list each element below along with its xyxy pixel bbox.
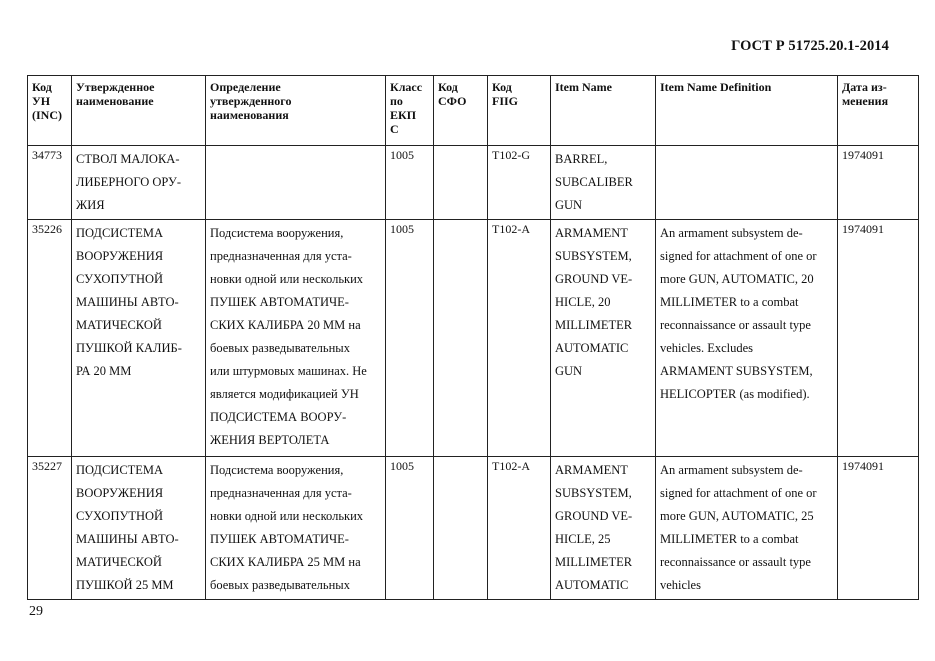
cell-class: 1005 xyxy=(386,146,434,220)
cell-date: 1974091 xyxy=(838,457,919,600)
cell-fiig: T102-A xyxy=(488,220,551,457)
cell-date: 1974091 xyxy=(838,220,919,457)
cell-item-name: ARMAMENT SUBSYSTEM, GROUND VE- HICLE, 20 MILLIMETER AUTOMATIC GUN xyxy=(551,220,656,457)
header-inc: Код УН (INC) xyxy=(28,76,72,146)
header-fiig: Код FIIG xyxy=(488,76,551,146)
cell-inc: 34773 xyxy=(28,146,72,220)
nomenclature-table xyxy=(27,75,919,600)
cell-item-definition xyxy=(656,146,838,220)
cell-sfo xyxy=(434,146,488,220)
header-item-definition: Item Name Definition xyxy=(656,76,838,146)
cell-fiig: T102-A xyxy=(488,457,551,600)
table-header-row xyxy=(28,76,919,146)
cell-date: 1974091 xyxy=(838,146,919,220)
cell-name-ru: ПОДСИСТЕМА ВООРУЖЕНИЯ СУХОПУТНОЙ МАШИНЫ АВТО- МАТИЧЕСКОЙ ПУШКОЙ 25 ММ xyxy=(72,457,206,600)
cell-class: 1005 xyxy=(386,457,434,600)
cell-definition-ru: Подсистема вооружения, предназначенная для уста- новки одной или нескольких ПУШЕК АВТОМАТИЧЕ- СКИХ КАЛИБРА 20 ММ на боевых разведывательных или штурмовых машинах. Не является модификацией УН ПОДСИСТЕМА ВООРУ- ЖЕНИЯ ВЕРТОЛЕТА xyxy=(206,220,386,457)
table-row xyxy=(28,220,919,457)
header-sfo: Код СФО xyxy=(434,76,488,146)
cell-sfo xyxy=(434,220,488,457)
header-approved-name: Утвержденное наименование xyxy=(72,76,206,146)
cell-definition-ru xyxy=(206,146,386,220)
cell-item-definition: An armament subsystem de- signed for attachment of one or more GUN, AUTOMATIC, 20 MILLIMETER to a combat reconnaissance or assault type vehicles. Excludes ARMAMENT SUBSYSTEM, HELICOPTER (as modified). xyxy=(656,220,838,457)
table-row xyxy=(28,146,919,220)
cell-inc: 35227 xyxy=(28,457,72,600)
cell-item-name: BARREL, SUBCALIBER GUN xyxy=(551,146,656,220)
header-item-name: Item Name xyxy=(551,76,656,146)
cell-definition-ru: Подсистема вооружения, предназначенная для уста- новки одной или нескольких ПУШЕК АВТОМАТИЧЕ- СКИХ КАЛИБРА 25 ММ на боевых разведывательных xyxy=(206,457,386,600)
cell-inc: 35226 xyxy=(28,220,72,457)
cell-sfo xyxy=(434,457,488,600)
cell-item-definition: An armament subsystem de- signed for attachment of one or more GUN, AUTOMATIC, 25 MILLIMETER to a combat reconnaissance or assault type vehicles xyxy=(656,457,838,600)
cell-item-name: ARMAMENT SUBSYSTEM, GROUND VE- HICLE, 25 MILLIMETER AUTOMATIC xyxy=(551,457,656,600)
cell-class: 1005 xyxy=(386,220,434,457)
header-definition: Определение утвержденного наименования xyxy=(206,76,386,146)
header-change-date: Дата из- менения xyxy=(838,76,919,146)
page-number: 29 xyxy=(29,604,43,619)
cell-name-ru: СТВОЛ МАЛОКА- ЛИБЕРНОГО ОРУ- ЖИЯ xyxy=(72,146,206,220)
cell-name-ru: ПОДСИСТЕМА ВООРУЖЕНИЯ СУХОПУТНОЙ МАШИНЫ АВТО- МАТИЧЕСКОЙ ПУШКОЙ КАЛИБ- РА 20 ММ xyxy=(72,220,206,457)
cell-fiig: T102-G xyxy=(488,146,551,220)
table-row xyxy=(28,457,919,600)
document-standard-header: ГОСТ Р 51725.20.1-2014 xyxy=(731,38,889,54)
header-class: Класс по ЕКП С xyxy=(386,76,434,146)
